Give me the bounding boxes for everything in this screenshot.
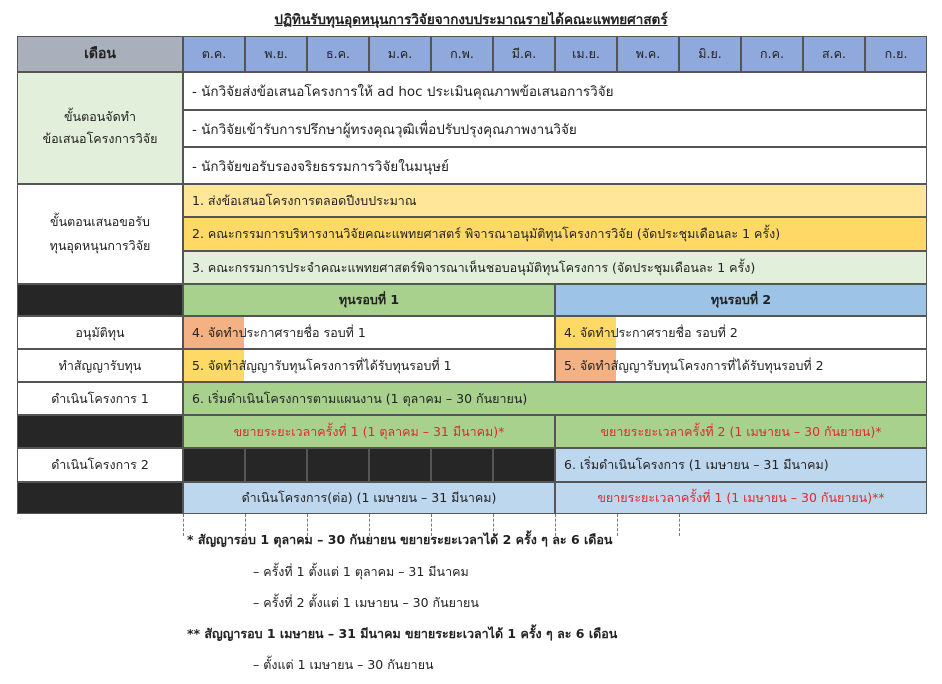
note-1a: – ครั้งที่ 1 ตั้งแต่ 1 ตุลาคม – 31 มีนาคม [253,564,469,579]
contract-label: ทำสัญญารับทุน [17,349,183,382]
contract-round2: 5. จัดทำสัญญารับทุนโครงการที่ได้รับทุนรอบที่ 2 [555,349,927,382]
project2-black-cell-4 [369,448,431,482]
approve-round1: 4. จัดทำประกาศรายชื่อ รอบที่ 1 [183,316,555,349]
submit-item-3: 3. คณะกรรมการประจำคณะแพทยศาสตร์พิจารณาเห็นชอบอนุมัติทุนโครงการ (จัดประชุมเดือนละ 1 ครั้ง) [183,251,927,284]
project2-continuation: ดำเนินโครงการ(ต่อ) (1 เมษายน – 31 มีนาคม) [183,482,555,514]
project2-extension-1: ขยายระยะเวลาครั้งที่ 1 (1 เมษายน – 30 กันยายน)** [555,482,927,514]
project2-black-cell-3 [307,448,369,482]
month-may: พ.ค. [617,36,679,72]
project2-black-cell-1 [183,448,245,482]
approve-label: อนุมัติทุน [17,316,183,349]
prep-item-2: - นักวิจัยเข้ารับการปรึกษาผู้ทรงคุณวุฒิเพื่อปรับปรุงคุณภาพงานวิจัย [183,110,927,147]
note-2a: – ตั้งแต่ 1 เมษายน – 30 กันยายน [253,657,434,672]
month-header-label: เดือน [17,36,183,72]
submit-item-1: 1. ส่งข้อเสนอโครงการตลอดปีงบประมาณ [183,184,927,217]
prep-item-1: - นักวิจัยส่งข้อเสนอโครงการให้ ad hoc ประเมินคุณภาพข้อเสนอการวิจัย [183,72,927,110]
submit-label [17,184,183,284]
project1-bar: 6. เริ่มดำเนินโครงการตามแผนงาน (1 ตุลาคม – 30 กันยายน) [183,382,927,415]
project1-extension-1: ขยายระยะเวลาครั้งที่ 1 (1 ตุลาคม – 31 มีนาคม)* [183,415,555,448]
approve-round2: 4. จัดทำประกาศรายชื่อ รอบที่ 2 [555,316,927,349]
project1-extension-2: ขยายระยะเวลาครั้งที่ 2 (1 เมษายน – 30 กันยายน)* [555,415,927,448]
project2-black-cell-2 [245,448,307,482]
month-apr: เม.ย. [555,36,617,72]
month-mar: มี.ค. [493,36,555,72]
project1-label: ดำเนินโครงการ 1 [17,382,183,415]
month-aug: ส.ค. [803,36,865,72]
prep-label-line2: ข้อเสนอโครงการวิจัย [42,131,158,146]
prep-item-3: - นักวิจัยขอรับรองจริยธรรมการวิจัยในมนุษย์ [183,147,927,184]
gridline [183,514,184,536]
project1-ext-black-bar [17,415,183,448]
month-dec: ธ.ค. [307,36,369,72]
prep-label [17,72,183,184]
submit-item-2: 2. คณะกรรมการบริหารงานวิจัยคณะแพทยศาสตร์ พิจารณาอนุมัติทุนโครงการวิจัย (จัดประชุมเดือนละ 1 ครั้ง) [183,217,927,251]
month-sep: ก.ย. [865,36,927,72]
submit-label-line1: ขั้นตอนเสนอขอรับ [50,214,150,229]
month-oct: ต.ค. [183,36,245,72]
contract-round1: 5. จัดทำสัญญารับทุนโครงการที่ได้รับทุนรอบที่ 1 [183,349,555,382]
month-jun: มิ.ย. [679,36,741,72]
project2-bar: 6. เริ่มดำเนินโครงการ (1 เมษายน – 31 มีนาคม) [555,448,927,482]
submit-label-line2: ทุนอุดหนุนการวิจัย [49,238,151,253]
project2-black-cell-5 [431,448,493,482]
project2-label: ดำเนินโครงการ 2 [17,448,183,482]
month-jul: ก.ค. [741,36,803,72]
note-1b: – ครั้งที่ 2 ตั้งแต่ 1 เมษายน – 30 กันยายน [253,595,479,610]
page-title: ปฏิทินรับทุนอุดหนุนการวิจัยจากงบประมาณรายได้คณะแพทยศาสตร์ [274,12,668,28]
round2-header: ทุนรอบที่ 2 [555,284,927,316]
month-feb: ก.พ. [431,36,493,72]
round1-header: ทุนรอบที่ 1 [183,284,555,316]
prep-label-line1: ขั้นตอนจัดทำ [64,109,136,124]
note-2: ** สัญญารอบ 1 เมษายน – 31 มีนาคม ขยายระยะเวลาได้ 1 ครั้ง ๆ ละ 6 เดือน [187,626,618,641]
rounds-black-bar [17,284,183,316]
project2-cont-black-bar [17,482,183,514]
project2-black-cell-6 [493,448,555,482]
month-jan: ม.ค. [369,36,431,72]
month-nov: พ.ย. [245,36,307,72]
note-1: * สัญญารอบ 1 ตุลาคม – 30 กันยายน ขยายระยะเวลาได้ 2 ครั้ง ๆ ละ 6 เดือน [187,532,613,547]
